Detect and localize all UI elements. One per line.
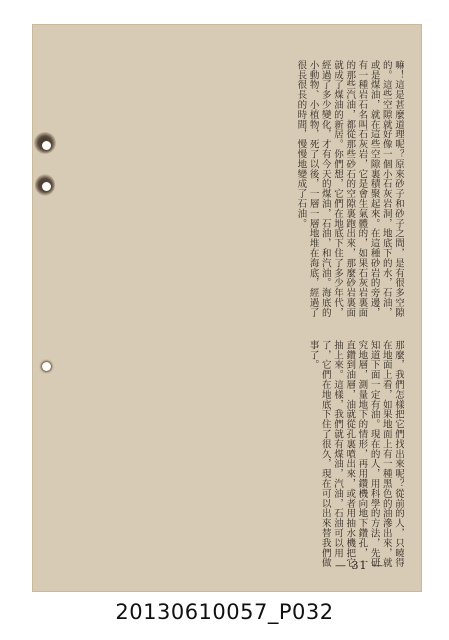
catalog-id-caption: 20130610057_P032: [115, 600, 334, 624]
binding-hole-upper: [42, 141, 51, 150]
page-number: — 31 —: [335, 559, 384, 572]
scanned-page: [32, 24, 422, 592]
upper-text-block: 嘛！這是甚麼道理呢？原來砂子和砂子之間，是有很多空隙的。這些空隙就好像一個小石灰岩洞，地底下的水，石油，或是煤油，就在這些空隙裏積聚起來。在這種砂岩的旁邊，有一種岩石名叫石灰岩，它是會生氣體的，如果石灰岩裏面的那些汽油，都從那些砂石的空隙裏跑出來，那麼砂岩裏面就成了煤油的新居。你們想，它們在地底下住了多少年代，經過了多少變化，才有今天的煤油，石油，和汽油。海底的小動物、小植物，死了以後，一層一層地堆在海底，經過了很長很長的時間，慢慢地變成了石油。: [295, 60, 404, 318]
lower-text-block: 那麼，我們怎樣把它們找出來呢？從前的人，只曉得在地面上看，如果地面上有一種黑色的油滲出來，就知道下面一定有油。現在的人，用科學的方法，先研究地層，測量地下的情形，再用鑽機向地下鑽孔，一直鑽到油層，油就從孔裏噴出來，或者用抽水機把它抽上來。這樣，我們就有煤油，汽油，石油可以用了，它們在地底下住了很久，現在可以出來替我們做事了。: [307, 340, 404, 568]
binding-hole-middle: [42, 182, 51, 191]
binding-hole-lower: [42, 362, 51, 371]
